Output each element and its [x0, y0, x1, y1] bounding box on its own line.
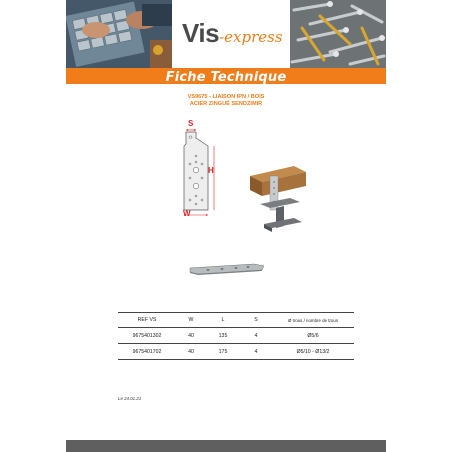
banner-title: Fiche Technique	[165, 70, 287, 85]
cell-l: 135	[206, 328, 240, 344]
header	[66, 0, 386, 68]
cell-holes: Ø5/10 - Ø13/2	[272, 344, 354, 360]
cell-w: 40	[176, 344, 206, 360]
table-row	[118, 344, 354, 360]
banner	[66, 68, 386, 84]
product-title: VS9675 - LIAISON IPN / BOIS	[187, 94, 265, 100]
dim-s-label: S	[188, 119, 194, 128]
spec-table	[118, 312, 354, 360]
cell-s: 4	[240, 328, 272, 344]
logo-main: Vis	[182, 18, 220, 48]
cell-ref: 9675401302	[118, 328, 176, 344]
col-holes: Ø trous / nombre de trous	[272, 313, 354, 328]
dim-w-label: W	[183, 209, 191, 218]
screws-pile-photo	[290, 0, 386, 68]
vis-express-logo	[182, 18, 283, 49]
cell-ref: 9675401702	[118, 344, 176, 360]
col-l: L	[206, 313, 240, 328]
footer-bar	[66, 440, 386, 452]
col-s: S	[240, 313, 272, 328]
logo-suffix: -express	[219, 28, 283, 46]
table-row	[118, 328, 354, 344]
dim-h-label: H	[208, 166, 214, 175]
cell-s: 4	[240, 344, 272, 360]
bracket-side-photo	[188, 260, 268, 276]
table-header-row	[118, 313, 354, 328]
col-w: W	[176, 313, 206, 328]
bracket-install-photo	[250, 166, 306, 234]
issue-date: Le 24.01.21	[118, 396, 142, 401]
hands-sorting-screws-photo	[66, 0, 172, 68]
bracket-front-drawing	[160, 116, 240, 222]
logo-area	[172, 0, 290, 68]
col-ref: REF VS	[118, 313, 176, 328]
cell-w: 40	[176, 328, 206, 344]
product-material: ACIER ZINGUÉ SENDZIMIR	[189, 101, 263, 107]
cell-l: 175	[206, 344, 240, 360]
cell-holes: Ø5/6	[272, 328, 354, 344]
